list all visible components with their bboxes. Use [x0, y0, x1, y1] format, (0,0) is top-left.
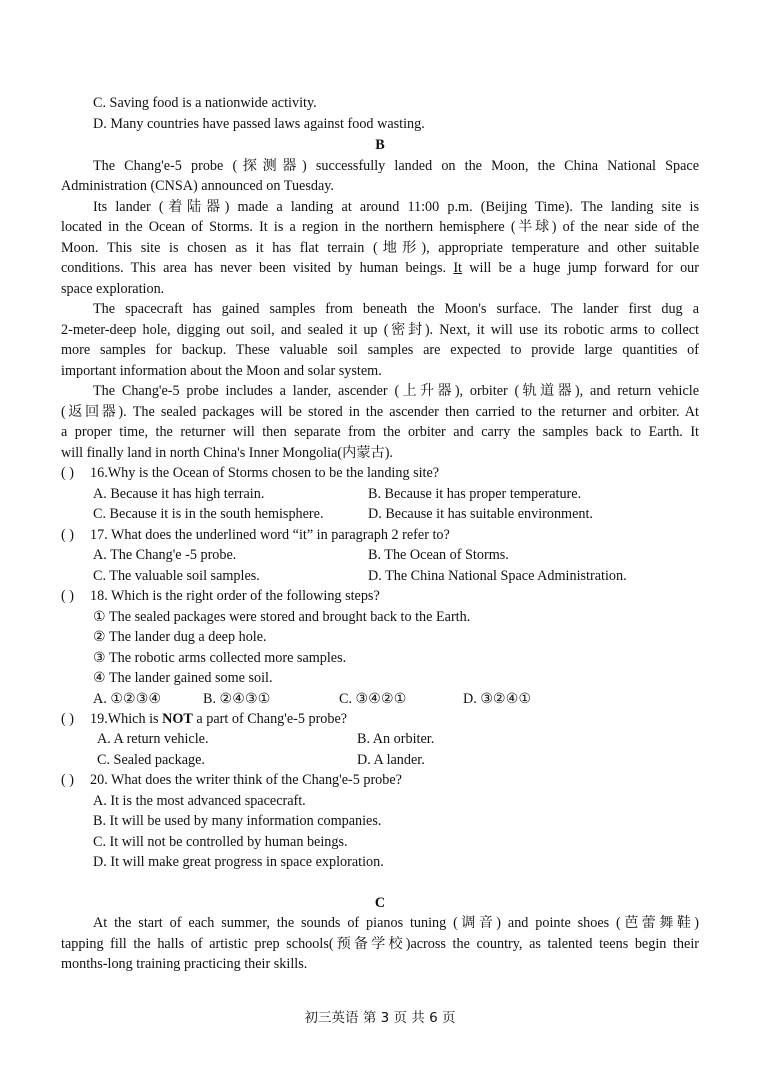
q17-option-a: A. The Chang'e -5 probe.	[93, 547, 237, 563]
q19-option-b: B. An orbiter.	[357, 731, 435, 747]
q19-option-c: C. Sealed package.	[97, 752, 205, 768]
q18-step-3: ③ The robotic arms collected more samples.	[93, 650, 347, 666]
b-p2-line5: space exploration.	[61, 281, 165, 297]
b-p3-line3: more samples for backup. These valuable soil samples are expected to provide large quantities of	[61, 342, 699, 358]
underlined-it: It	[453, 260, 462, 276]
answer-blank-18[interactable]: ( )	[61, 588, 74, 604]
q20-option-c: C. It will not be controlled by human beings.	[93, 834, 348, 850]
prev-option-d: D. Many countries have passed laws against food wasting.	[93, 116, 425, 132]
q19-stem	[90, 709, 347, 729]
q17-option-d: D. The China National Space Administration.	[368, 568, 627, 584]
c-p1-line2: tapping fill the halls of artistic prep schools(预备学校)across the country, as talented teens begin their	[61, 936, 699, 952]
b-p2-line1: Its lander (着陆器) made a landing at around 11:00 p.m. (Beijing Time). The landing site is	[93, 199, 699, 215]
q18-step-4: ④ The lander gained some soil.	[93, 670, 273, 686]
q18-option-c: C. ③④②①	[339, 691, 407, 707]
b-p3-line1: The spacecraft has gained samples from beneath the Moon's surface. The lander first dug a	[93, 301, 699, 317]
b-p4-line3: a proper time, the returner will then separate from the orbiter and carry the samples back to Earth. It	[61, 424, 699, 440]
answer-blank-16[interactable]: ( )	[61, 465, 74, 481]
c-p1-line3: months-long training practicing their skills.	[61, 956, 308, 972]
b-p2-line4	[61, 258, 699, 278]
q18-option-d: D. ③②④①	[463, 691, 532, 707]
q17-option-b: B. The Ocean of Storms.	[368, 547, 509, 563]
b-p4-line2: (返回器). The sealed packages will be stored in the ascender then carried to the returner and orbiter. At	[61, 404, 699, 420]
b-p4-line4: will finally land in north China's Inner Mongolia(内蒙古).	[61, 445, 393, 461]
q19-stem-after: a part of Chang'e-5 probe?	[192, 711, 348, 727]
b-p3-line4: important information about the Moon and solar system.	[61, 363, 382, 379]
q20-option-a: A. It is the most advanced spacecraft.	[93, 793, 306, 809]
b-p2-line4-after: will be a huge jump forward for our	[462, 260, 699, 276]
q19-stem-bold: NOT	[162, 711, 193, 727]
q16-option-a: A. Because it has high terrain.	[93, 486, 265, 502]
b-p1-line1: The Chang'e-5 probe (探测器) successfully landed on the Moon, the China National Space	[93, 158, 699, 174]
q20-stem: 20. What does the writer think of the Chang'e-5 probe?	[90, 772, 402, 788]
b-p3-line2: 2-meter-deep hole, digging out soil, and sealed it up (密封). Next, it will use its robotic arms to collect	[61, 322, 699, 338]
q16-stem: 16.Why is the Ocean of Storms chosen to be the landing site?	[90, 465, 440, 481]
q18-option-a: A. ①②③④	[93, 691, 162, 707]
q18-step-2: ② The lander dug a deep hole.	[93, 629, 267, 645]
answer-blank-17[interactable]: ( )	[61, 527, 74, 543]
q20-option-d: D. It will make great progress in space exploration.	[93, 854, 384, 870]
q17-option-c: C. The valuable soil samples.	[93, 568, 260, 584]
answer-blank-19[interactable]: ( )	[61, 711, 74, 727]
b-p4-line1: The Chang'e-5 probe includes a lander, ascender (上升器), orbiter (轨道器), and return vehicle	[93, 383, 699, 399]
section-b-heading: B	[375, 137, 385, 153]
q20-option-b: B. It will be used by many information companies.	[93, 813, 382, 829]
q17-stem: 17. What does the underlined word “it” in paragraph 2 refer to?	[90, 527, 450, 543]
b-p2-line2: located in the Ocean of Storms. It is a region in the northern hemisphere (半球) of the near side of the	[61, 219, 699, 235]
q19-stem-before: 19.Which is	[90, 711, 163, 727]
q16-option-b: B. Because it has proper temperature.	[368, 486, 582, 502]
q19-option-a: A. A return vehicle.	[97, 731, 209, 747]
q16-option-d: D. Because it has suitable environment.	[368, 506, 593, 522]
section-c-heading: C	[374, 895, 386, 911]
b-p2-line3: Moon. This site is chosen as it has flat terrain (地形), appropriate temperature and other suitable	[61, 240, 699, 256]
b-p2-line4-before: conditions. This area has never been visited by human beings.	[61, 260, 454, 276]
q18-option-b: B. ②④③①	[203, 691, 271, 707]
q19-option-d: D. A lander.	[357, 752, 425, 768]
q16-option-c: C. Because it is in the south hemisphere.	[93, 506, 324, 522]
c-p1-line1: At the start of each summer, the sounds of pianos tuning (调音) and pointe shoes (芭蕾舞鞋)	[93, 915, 699, 931]
q18-step-1: ① The sealed packages were stored and brought back to the Earth.	[93, 609, 471, 625]
b-p1-line2: Administration (CNSA) announced on Tuesday.	[61, 178, 334, 194]
q18-stem: 18. Which is the right order of the following steps?	[90, 588, 380, 604]
answer-blank-20[interactable]: ( )	[61, 772, 74, 788]
page-footer: 初三英语 第 3 页 共 6 页	[304, 1010, 456, 1026]
prev-option-c: C. Saving food is a nationwide activity.	[93, 95, 317, 111]
